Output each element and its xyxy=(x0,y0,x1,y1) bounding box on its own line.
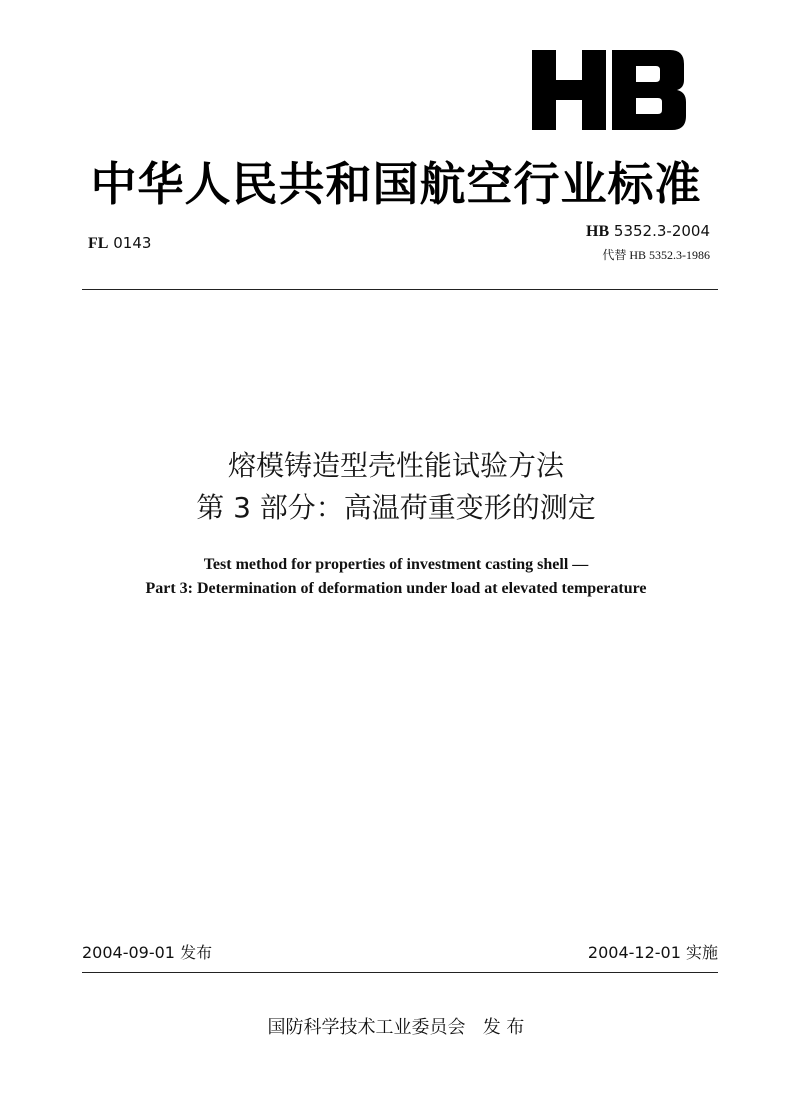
hb-logo xyxy=(532,50,686,130)
title-en-line2: Part 3: Determination of deformation under load at elevated temperature xyxy=(145,580,647,597)
organization-title: 中华人民共和国航空行业标准 xyxy=(90,157,702,211)
standard-prefix: HB xyxy=(586,223,610,240)
title-cn-line1: 熔模铸造型壳性能试验方法 xyxy=(227,449,564,482)
footer-divider xyxy=(82,972,718,973)
issuing-authority: 国防科学技术工业委员会 发 布 xyxy=(267,1017,525,1038)
effective-date: 2004-12-01 实施 xyxy=(587,943,718,962)
title-cn-line2: 第 3 部分：高温荷重变形的测定 xyxy=(196,491,596,524)
standard-code: 5352.3-2004 xyxy=(613,222,710,240)
issue-date: 2004-09-01 发布 xyxy=(82,943,213,962)
header-divider xyxy=(82,289,718,290)
classification-prefix: FL xyxy=(88,235,109,252)
classification-number: 0143 xyxy=(113,234,152,252)
title-en-line1: Test method for properties of investment casting shell — xyxy=(203,556,589,573)
standard-number xyxy=(586,222,710,241)
classification-code xyxy=(88,234,151,253)
replaces-standard: 代替 HB 5352.3-1986 xyxy=(602,248,710,262)
